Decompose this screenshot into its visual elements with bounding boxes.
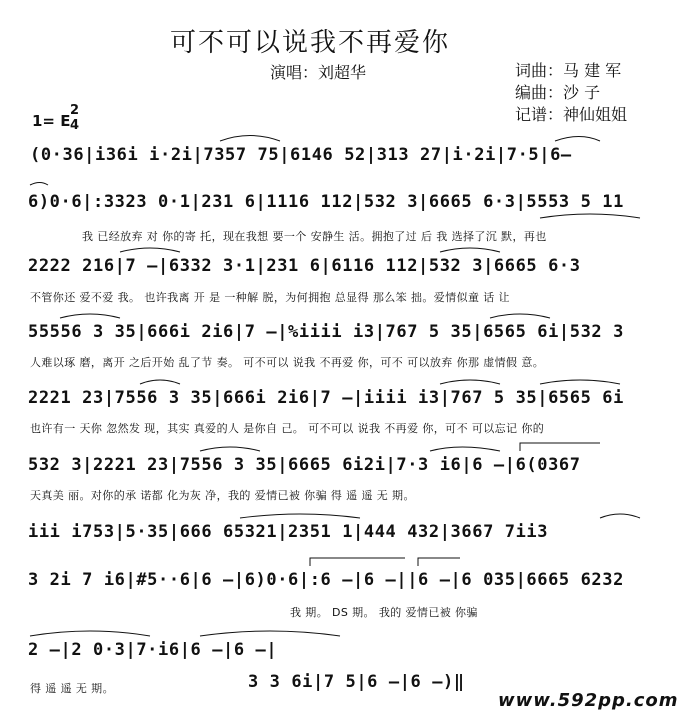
time-signature-bottom: 4 [70, 118, 80, 133]
score-line-5-notes: 2221 23|7556 3 35|666i 2i6|7 –|iiii i3|767 5 35|6565 6i [28, 388, 624, 408]
lyricist-composer-credit: 词曲：马 建 军 [515, 61, 622, 80]
key-signature: 1= E [32, 112, 71, 130]
song-title: 可不可以说我不再爱你 [170, 28, 451, 58]
score-line-2-lyrics: 我 已经放弃 对 你的寄 托，现在我想 要一个 安静生 活。拥抱了过 后 我 选择了沉 默，再也 [82, 230, 547, 243]
time-signature-top: 2 [70, 103, 80, 118]
score-line-3-notes: 2222 216|7 –|6332 3·1|231 6|6116 112|532 3|6665 6·3 [28, 256, 581, 276]
transcriber-credit: 记谱：神仙姐姐 [515, 105, 628, 124]
score-line-10-notes: 3 3 6i|7 5|6 –|6 –)‖ [248, 672, 465, 692]
score-line-8-lyrics: 我 期。 DS 期。 我的 爱情已被 你骗 [290, 606, 478, 619]
score-line-1-notes: (0·36|i36i i·2i|7357 75|6146 52|313 27|i·2i|7·5|6– [30, 145, 572, 165]
score-line-9-lyrics: 得 遥 遥 无 期。 [30, 682, 114, 695]
site-watermark: www.592pp.com [498, 690, 679, 711]
score-line-4-lyrics: 人难以琢 磨，离开 之后开始 乱了节 奏。 可不可以 说我 不再爱 你，可不 可以放弃 你那 虚情假 意。 [30, 356, 545, 369]
score-line-3-lyrics: 不管你还 爱不爱 我。 也许我离 开 是 一种解 脱，为何拥抱 总显得 那么笨 拙。爱情似童 话 让 [30, 291, 510, 304]
score-line-2-notes: 6)0·6|:3323 0·1|231 6|1116 112|532 3|6665 6·3|5553 5 11 [28, 192, 624, 212]
score-line-8-notes: 3 2i 7 i6|#5··6|6 –|6)0·6|:6 –|6 –||6 –|6 035|6665 6232 [28, 570, 624, 590]
score-line-6-notes: 532 3|2221 23|7556 3 35|6665 6i2i|7·3 i6|6 –|6(0367 [28, 455, 581, 475]
score-line-5-lyrics: 也许有一 天你 忽然发 现，其实 真爱的人 是你自 己。 可不可以 说我 不再爱 你，可不 可以忘记 你的 [30, 422, 545, 435]
score-line-4-notes: 55556 3 35|666i 2i6|7 –|%iiii i3|767 5 35|6565 6i|532 3 [28, 322, 624, 342]
score-line-9-notes: 2 –|2 0·3|7·i6|6 –|6 –| [28, 640, 278, 660]
score-line-6-lyrics: 天真美 丽。对你的承 诺都 化为灰 净，我的 爱情已被 你骗 得 遥 遥 无 期。 [30, 489, 415, 502]
score-line-7-notes: iii i753|5·35|666 65321|2351 1|444 432|3667 7ii3 [28, 522, 549, 542]
singer-credit: 演唱：刘超华 [270, 63, 367, 82]
arranger-credit: 编曲：沙 子 [515, 83, 601, 102]
